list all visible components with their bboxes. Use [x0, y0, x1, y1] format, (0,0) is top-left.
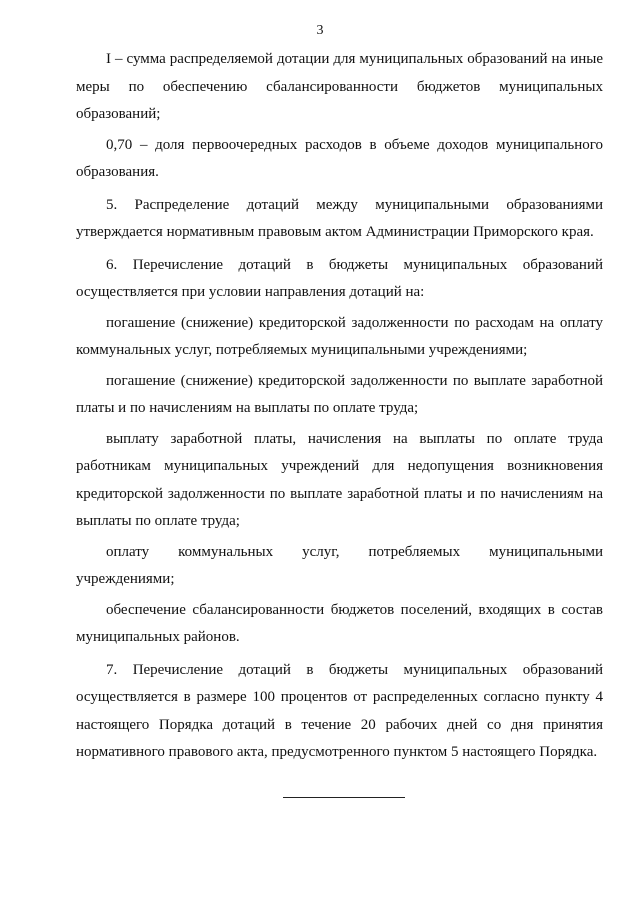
document-body	[76, 46, 603, 767]
paragraph-item-5: 5. Распределение дотаций между муниципальными образованиями утверждается нормативным правовым актом Администрации Приморского края.	[76, 196, 603, 240]
end-divider-line	[283, 797, 405, 798]
paragraph-item-6-salary-payment: выплату заработной платы, начисления на выплаты по оплате труда работникам муниципальных учреждений для недопущения возникновения кредиторской задолженности по выплате заработной платы и по начислениям на выплаты по оплате труда;	[76, 430, 603, 529]
paragraph-sum-definition: I – сумма распределяемой дотации для муниципальных образований на иные меры по обеспечению сбалансированности бюджетов муниципальных образований;	[76, 51, 603, 122]
paragraph-item-7: 7. Перечисление дотаций в бюджеты муниципальных образований осуществляется в размере 100 процентов от распределенных согласно пункту 4 настоящего Порядка дотаций в течение 20 рабочих дней со дня принятия нормативного правового акта, предусмотренного пунктом 5 настоящего Порядка.	[76, 661, 603, 760]
paragraph-item-6: 6. Перечисление дотаций в бюджеты муниципальных образований осуществляется при условии направления дотаций на:	[76, 256, 603, 300]
paragraph-item-6-salary-debt: погашение (снижение) кредиторской задолженности по выплате заработной платы и по начислениям на выплаты по оплате труда;	[76, 372, 603, 416]
paragraph-item-6-budget-balance: обеспечение сбалансированности бюджетов поселений, входящих в состав муниципальных районов.	[76, 601, 603, 645]
paragraph-item-6-utilities-debt: погашение (снижение) кредиторской задолженности по расходам на оплату коммунальных услуг, потребляемых муниципальными учреждениями;	[76, 314, 603, 358]
paragraph-item-6-utilities-payment: оплату коммунальных услуг, потребляемых муниципальными учреждениями;	[76, 543, 603, 587]
page-number: 3	[316, 23, 324, 38]
paragraph-coefficient-definition: 0,70 – доля первоочередных расходов в объеме доходов муниципального образования.	[76, 136, 603, 180]
